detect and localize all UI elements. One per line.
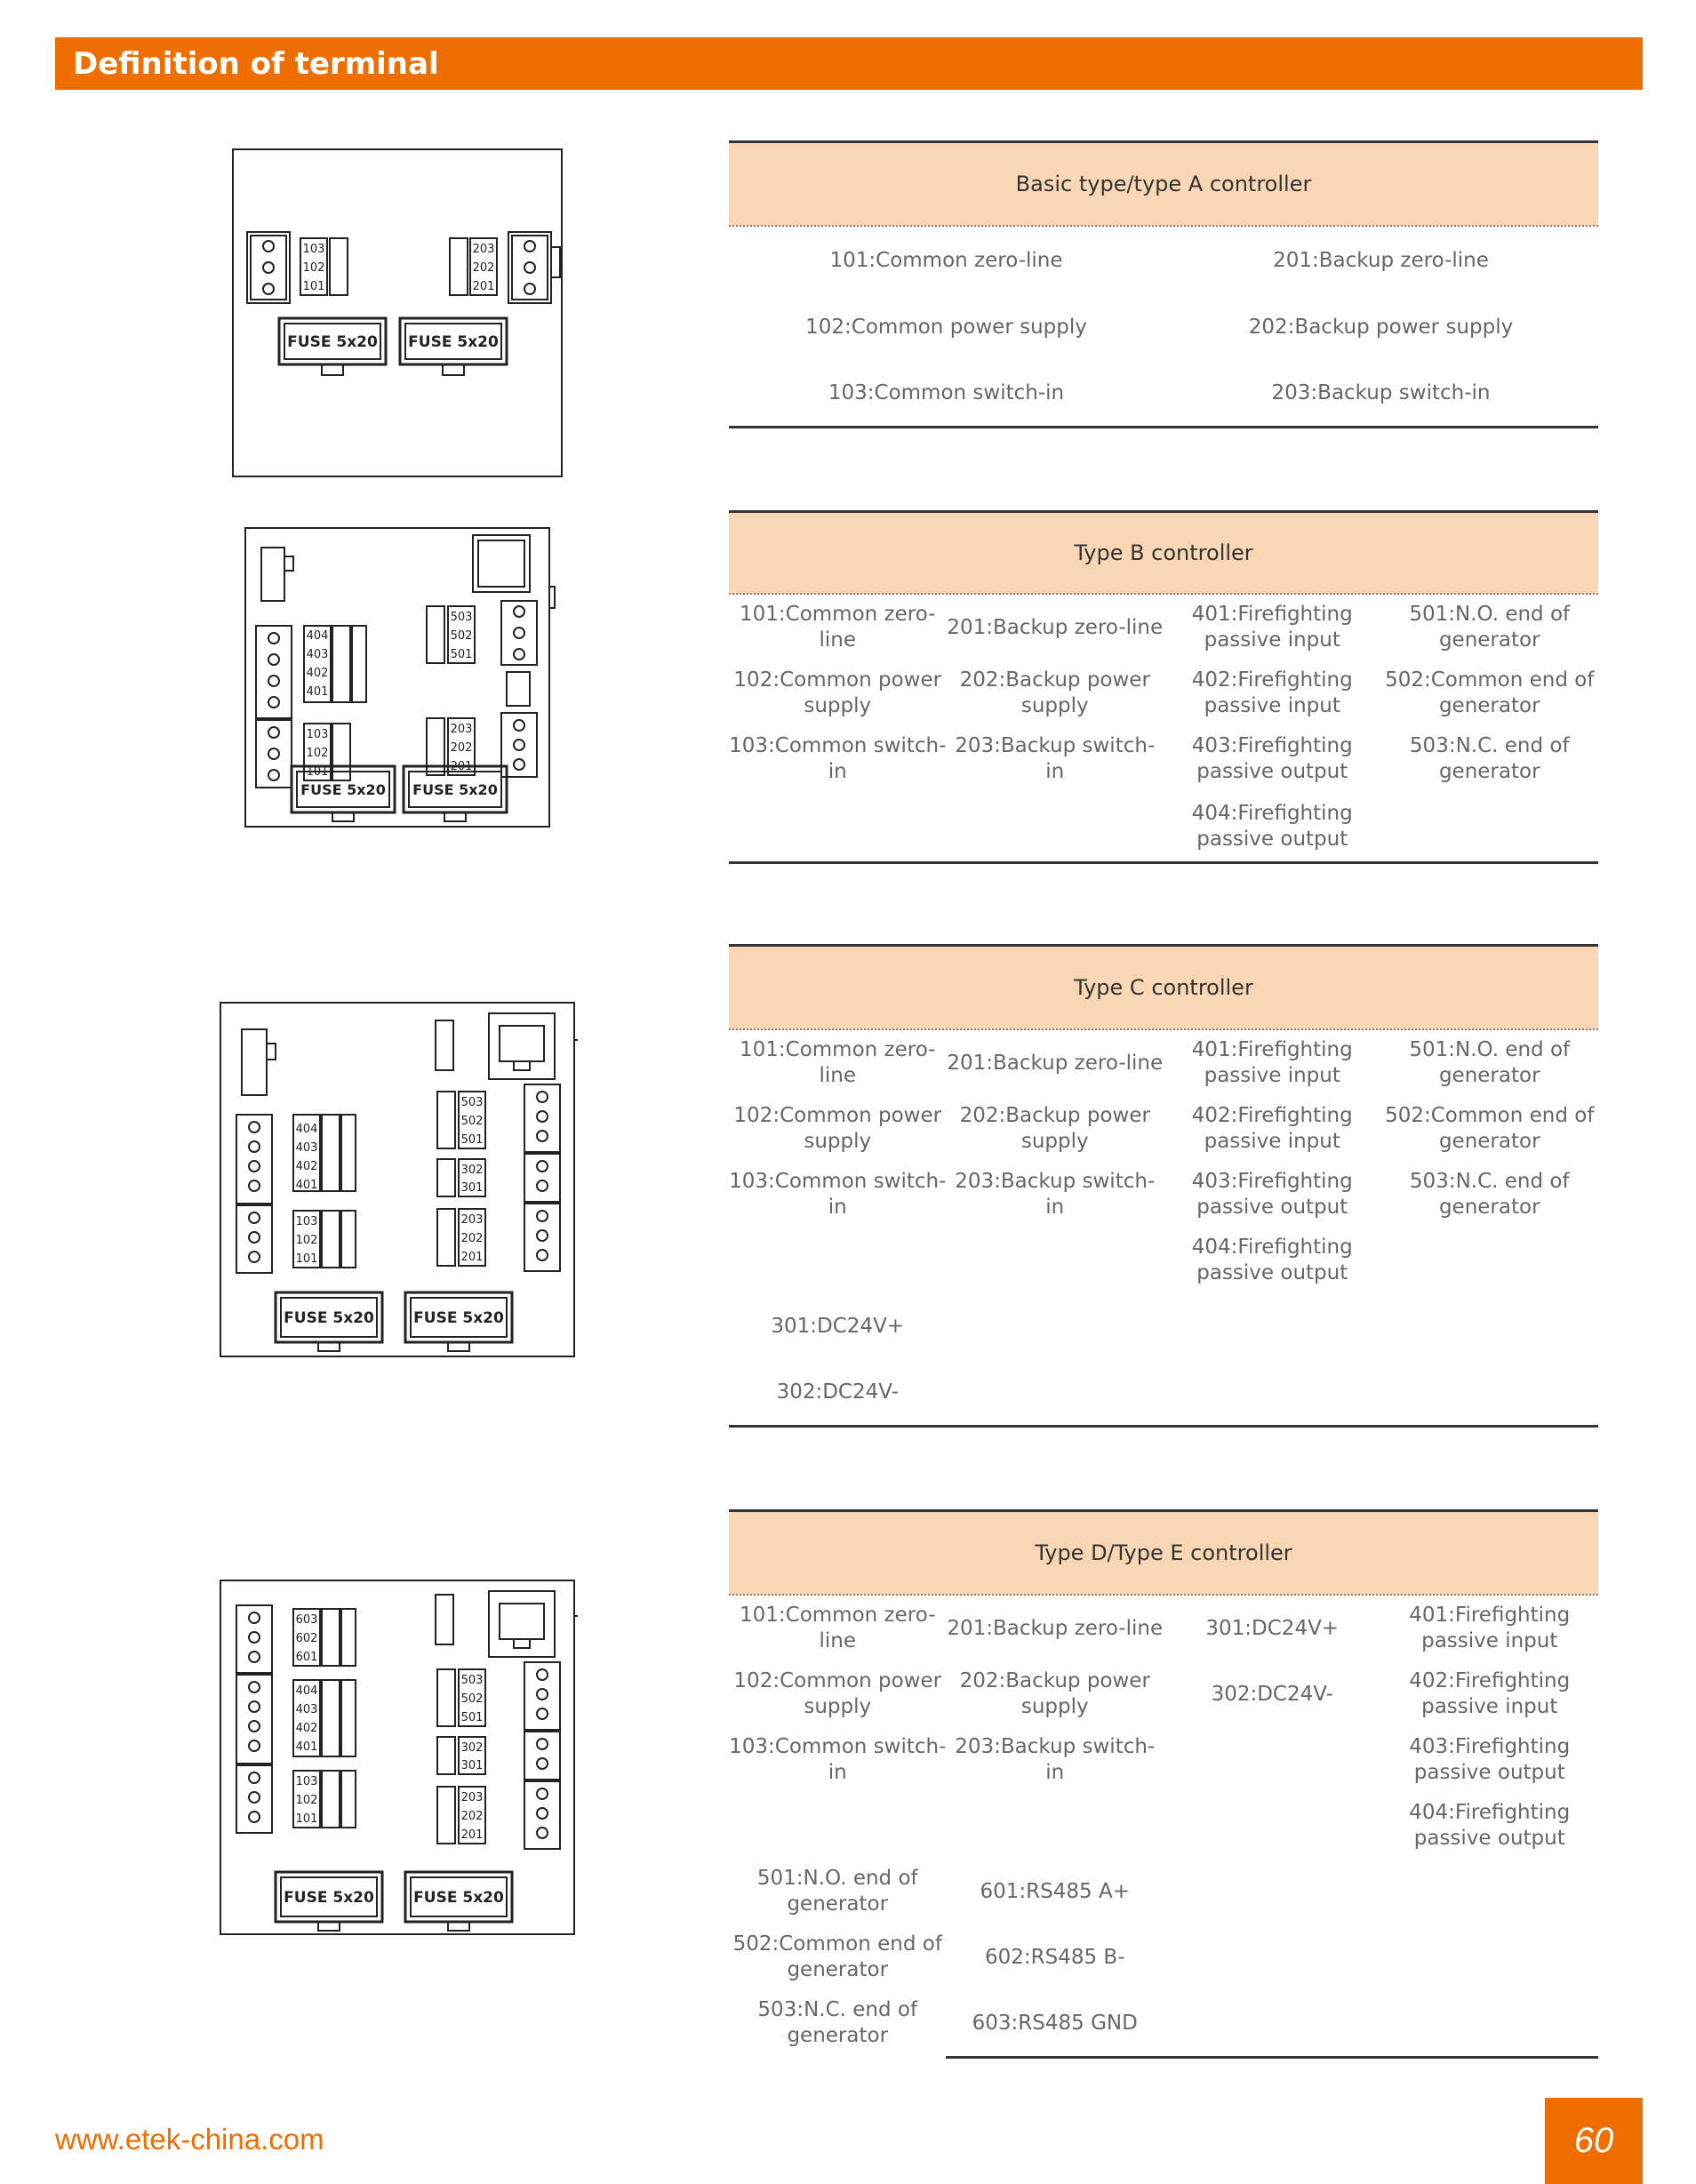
table-cell <box>1381 1228 1599 1293</box>
table-row <box>729 1096 1598 1162</box>
terminal-label: 402 <box>295 1722 318 1735</box>
diagram-type-c <box>217 994 578 1362</box>
table-cell: 603:RS485 GND <box>972 2011 1138 2035</box>
diagram-type-d-e <box>217 1573 578 1938</box>
table-cell: 402:Firefighting passive input <box>1191 668 1353 717</box>
terminal-label: 302 <box>460 1741 484 1755</box>
terminal-label: 201 <box>472 280 495 293</box>
table-cell: 501:N.O. end of generator <box>1409 1038 1571 1087</box>
table-cell: 202:Backup power supply <box>959 668 1150 717</box>
table-row <box>729 1859 1598 1924</box>
table-cell <box>1164 1293 1381 1359</box>
table-row <box>729 1596 1598 1661</box>
terminal-label: 102 <box>295 1794 318 1807</box>
fuse-label: FUSE 5x20 <box>287 333 378 351</box>
terminal-label: 102 <box>306 747 329 760</box>
page-number-box <box>1545 2098 1643 2184</box>
terminal-label: 203 <box>472 243 495 256</box>
table-cell: 402:Firefighting passive input <box>1409 1669 1571 1718</box>
terminal-label: 103 <box>306 728 329 741</box>
terminal-label: 501 <box>460 1711 484 1724</box>
table-cell <box>947 792 1164 861</box>
terminal-label: 201 <box>460 1828 484 1842</box>
table-cell: 403:Firefighting passive output <box>1191 1170 1353 1219</box>
table-cell: 202:Backup power supply <box>1248 315 1514 339</box>
terminal-label: 202 <box>460 1810 484 1823</box>
table-cell: 601:RS485 A+ <box>980 1879 1130 1903</box>
footer-website[interactable]: www.etek-china.com <box>55 2123 324 2156</box>
table-cell: 502:Common end of generator <box>732 1932 942 1981</box>
table-cell <box>1381 1859 1599 1924</box>
table-title: Type D/Type E controller <box>729 1512 1598 1596</box>
terminal-label: 202 <box>450 741 473 755</box>
fuse-label: FUSE 5x20 <box>284 1889 374 1907</box>
table-cell: 103:Common switch-in <box>729 1735 947 1784</box>
table-cell: 103:Common switch-in <box>729 734 947 783</box>
table-cell <box>1164 1793 1381 1859</box>
terminal-label: 202 <box>460 1232 484 1245</box>
table-type-d-e <box>729 1509 1598 2056</box>
table-cell: 401:Firefighting passive input <box>1409 1604 1571 1652</box>
terminal-label: 301 <box>460 1759 484 1772</box>
terminal-label: 103 <box>302 243 325 256</box>
fuse-label: FUSE 5x20 <box>284 1309 374 1327</box>
table-row <box>729 792 1598 861</box>
table-cell: 404:Firefighting passive output <box>1191 802 1353 851</box>
diagram-basic-type-a <box>229 142 567 480</box>
table-cell: 401:Firefighting passive input <box>1191 1038 1353 1087</box>
table-cell: 102:Common power supply <box>805 315 1087 339</box>
table-cell: 401:Firefighting passive input <box>1191 603 1353 652</box>
terminal-label: 403 <box>295 1703 318 1716</box>
terminal-label: 101 <box>302 280 325 293</box>
table-cell: 501:N.O. end of generator <box>1409 603 1571 652</box>
table-cell: 302:DC24V- <box>776 1380 899 1404</box>
table-cell <box>1381 792 1599 861</box>
table-cell: 102:Common power supply <box>733 1104 942 1153</box>
table-cell: 404:Firefighting passive output <box>1191 1236 1353 1284</box>
terminal-label: 101 <box>306 765 329 779</box>
table-cell: 101:Common zero-line <box>739 1038 936 1087</box>
table-cell: 202:Backup power supply <box>959 1669 1150 1718</box>
table-cell <box>1381 1359 1599 1425</box>
table-cell <box>1164 1924 1381 1990</box>
table-cell: 602:RS485 B- <box>984 1945 1125 1969</box>
table-cell: 503:N.C. end of generator <box>1409 734 1570 783</box>
table-cell: 501:N.O. end of generator <box>756 1867 918 1916</box>
table-row <box>729 1727 1598 1793</box>
terminal-label: 103 <box>295 1775 318 1788</box>
table-cell: 404:Firefighting passive output <box>1409 1801 1571 1850</box>
fuse-label: FUSE 5x20 <box>412 781 498 798</box>
table-cell <box>1164 1727 1381 1793</box>
table-cell: 203:Backup switch-in <box>955 1170 1156 1219</box>
table-cell: 301:DC24V+ <box>1205 1616 1340 1640</box>
table-row <box>729 1293 1598 1359</box>
terminal-label: 302 <box>460 1164 484 1177</box>
table-cell <box>1164 1859 1381 1924</box>
table-cell: 503:N.C. end of generator <box>1409 1170 1570 1219</box>
fuse-label: FUSE 5x20 <box>408 333 499 351</box>
table-cell: 103:Common switch-in <box>729 1170 947 1219</box>
table-cell <box>1164 1990 1381 2056</box>
terminal-label: 403 <box>306 648 329 661</box>
fuse-label: FUSE 5x20 <box>413 1309 504 1327</box>
terminal-label: 102 <box>302 261 325 275</box>
terminal-label: 502 <box>460 1115 484 1128</box>
fuse-label: FUSE 5x20 <box>413 1889 504 1907</box>
terminal-label: 402 <box>295 1160 318 1173</box>
table-cell: 201:Backup zero-line <box>947 1616 1164 1640</box>
table-cell: 203:Backup switch-in <box>1271 380 1491 404</box>
table-cell: 502:Common end of generator <box>1385 1104 1595 1153</box>
terminal-label: 203 <box>460 1213 484 1227</box>
terminal-label: 404 <box>295 1684 318 1698</box>
fuse-label: FUSE 5x20 <box>300 781 386 798</box>
table-cell: 301:DC24V+ <box>771 1314 905 1338</box>
table-cell: 202:Backup power supply <box>959 1104 1150 1153</box>
table-cell: 102:Common power supply <box>733 668 942 717</box>
table-row <box>729 1924 1598 1990</box>
table-cell: 101:Common zero-line <box>829 248 1063 272</box>
table-cell <box>1381 1924 1599 1990</box>
table-row <box>729 360 1598 426</box>
table-cell <box>947 1293 1164 1359</box>
table-title: Type C controller <box>729 947 1598 1030</box>
table-row <box>729 1162 1598 1228</box>
terminal-label: 501 <box>460 1133 484 1147</box>
table-cell: 402:Firefighting passive input <box>1191 1104 1353 1153</box>
table-cell <box>729 1793 947 1859</box>
terminal-label: 602 <box>295 1632 318 1645</box>
table-row <box>729 1030 1598 1096</box>
terminal-label: 502 <box>460 1692 484 1706</box>
table-cell: 201:Backup zero-line <box>1273 248 1489 272</box>
table-cell: 103:Common switch-in <box>828 380 1065 404</box>
terminal-label: 601 <box>295 1651 318 1664</box>
terminal-label: 102 <box>295 1234 318 1247</box>
terminal-label: 202 <box>472 261 495 275</box>
table-cell <box>729 792 947 861</box>
page-number: 60 <box>1573 2121 1614 2160</box>
table-cell <box>947 1228 1164 1293</box>
table-cell: 502:Common end of generator <box>1385 668 1595 717</box>
table-type-c <box>729 944 1598 1428</box>
table-title: Basic type/type A controller <box>729 143 1598 227</box>
table-cell: 201:Backup zero-line <box>947 1051 1164 1075</box>
terminal-label: 603 <box>295 1613 318 1627</box>
table-cell <box>1164 1359 1381 1425</box>
terminal-label: 404 <box>306 629 329 643</box>
terminal-label: 401 <box>295 1179 318 1192</box>
table-row <box>729 1359 1598 1425</box>
terminal-label: 403 <box>295 1141 318 1155</box>
table-cell: 101:Common zero-line <box>739 603 936 652</box>
terminal-label: 404 <box>295 1123 318 1136</box>
terminal-label: 101 <box>295 1252 318 1266</box>
diagram-type-b <box>240 516 560 832</box>
terminal-label: 203 <box>460 1791 484 1804</box>
terminal-label: 203 <box>450 723 473 736</box>
table-row <box>729 595 1598 660</box>
table-cell: 403:Firefighting passive output <box>1409 1735 1571 1784</box>
table-cell <box>947 1359 1164 1425</box>
table-cell <box>1381 1293 1599 1359</box>
table-row <box>729 294 1598 360</box>
table-cell <box>1381 1990 1599 2056</box>
terminal-label: 501 <box>450 648 473 661</box>
table-row <box>729 227 1598 294</box>
terminal-label: 503 <box>460 1674 484 1687</box>
table-cell: 101:Common zero-line <box>739 1604 936 1652</box>
terminal-label: 503 <box>460 1096 484 1109</box>
terminal-label: 101 <box>295 1812 318 1826</box>
table-cell <box>729 1228 947 1293</box>
terminal-label: 401 <box>295 1740 318 1754</box>
table-bottom-rule <box>946 2056 1598 2059</box>
table-cell: 203:Backup switch-in <box>955 734 1156 783</box>
table-cell: 503:N.C. end of generator <box>757 1998 918 2047</box>
table-row <box>729 1228 1598 1293</box>
section-title: Definition of terminal <box>73 46 439 82</box>
section-header-bar <box>55 37 1643 90</box>
table-row <box>729 660 1598 726</box>
table-cell: 302:DC24V- <box>1211 1682 1333 1706</box>
table-title: Type B controller <box>729 513 1598 595</box>
table-row <box>729 1990 1598 2056</box>
table-cell: 102:Common power supply <box>733 1669 942 1718</box>
table-cell <box>947 1793 1164 1859</box>
table-row <box>729 1661 1598 1727</box>
table-row <box>729 726 1598 792</box>
table-cell: 201:Backup zero-line <box>947 615 1164 639</box>
terminal-label: 301 <box>460 1181 484 1195</box>
table-type-b <box>729 510 1598 864</box>
terminal-label: 503 <box>450 611 473 624</box>
table-row <box>729 1793 1598 1859</box>
table-cell: 403:Firefighting passive output <box>1191 734 1353 783</box>
table-basic-type-a <box>729 140 1598 428</box>
terminal-label: 502 <box>450 629 473 643</box>
terminal-label: 201 <box>450 760 473 773</box>
terminal-label: 402 <box>306 667 329 680</box>
terminal-label: 401 <box>306 685 329 699</box>
terminal-label: 201 <box>460 1251 484 1264</box>
table-cell: 203:Backup switch-in <box>955 1735 1156 1784</box>
terminal-label: 103 <box>295 1215 318 1228</box>
